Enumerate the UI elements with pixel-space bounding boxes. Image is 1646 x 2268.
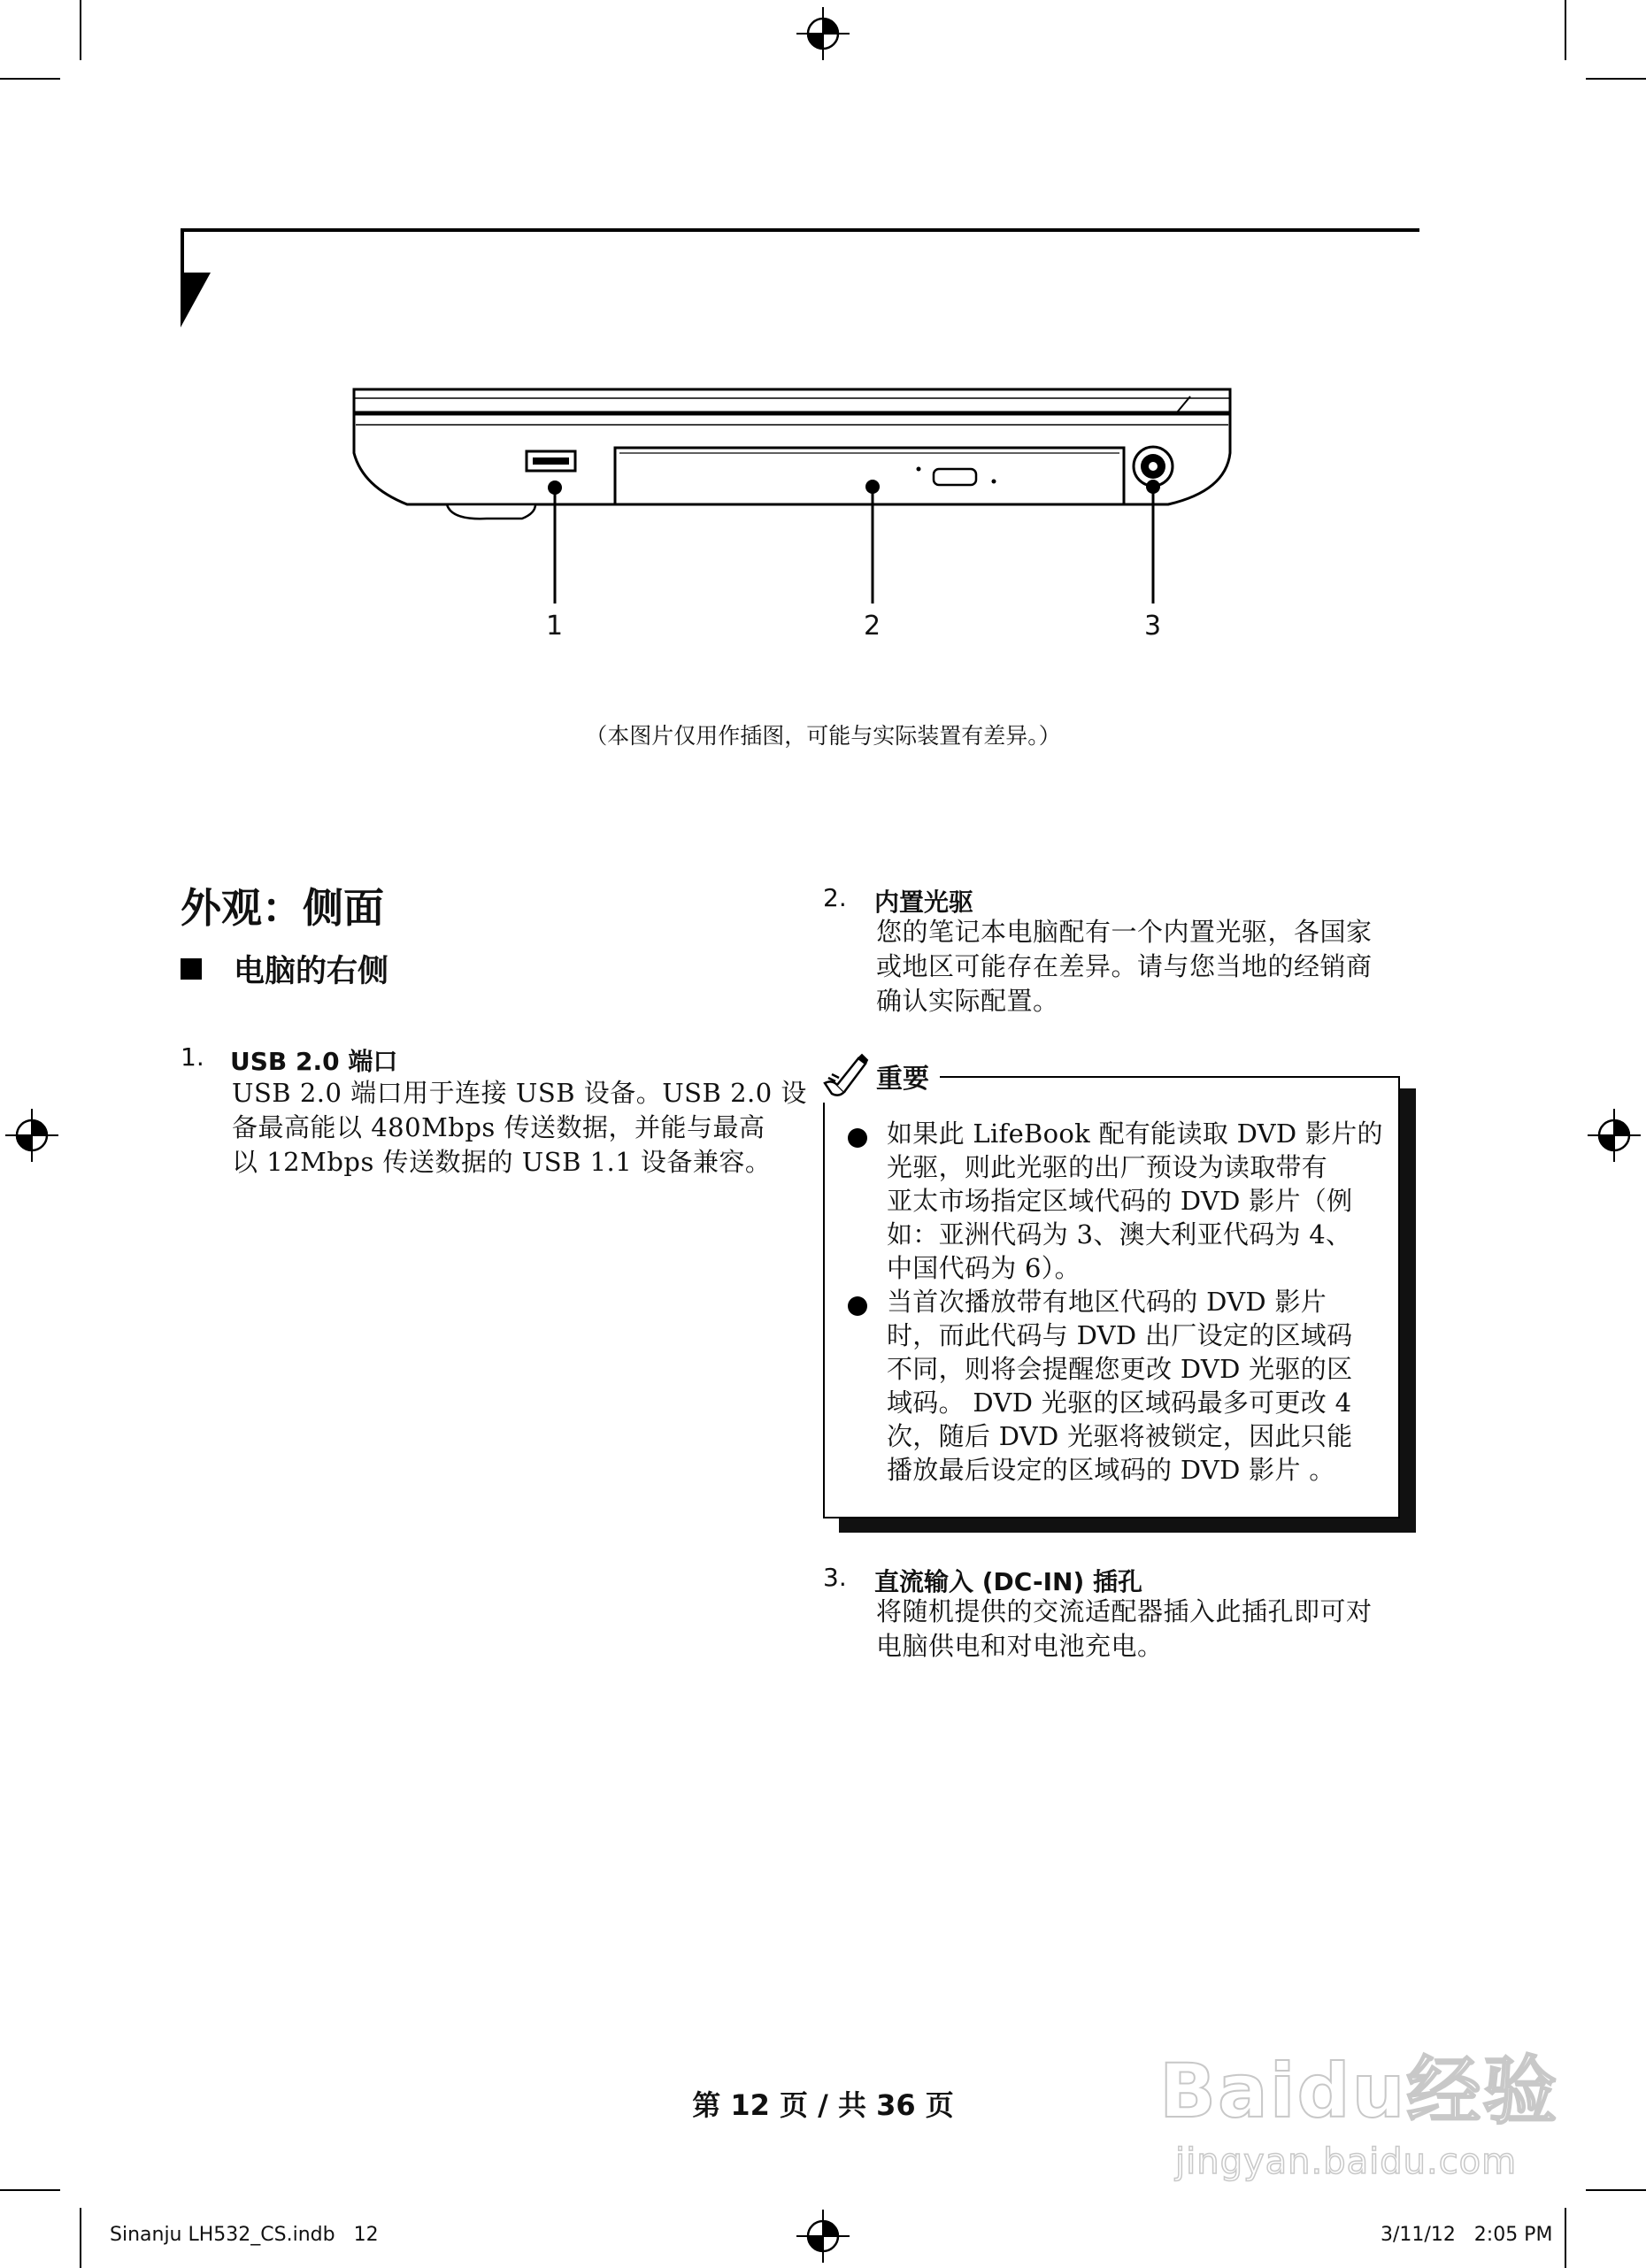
item-1-line: 以 12Mbps 传送数据的 USB 1.1 设备兼容。 xyxy=(232,1147,772,1177)
item-1-number: 1. xyxy=(181,1042,204,1072)
item-1-body xyxy=(232,1076,807,1180)
crop-mark xyxy=(1565,2208,1566,2268)
crop-mark xyxy=(1586,2189,1646,2191)
registration-mark-bottom xyxy=(796,2210,850,2263)
subsection-title: 电脑的右侧 xyxy=(234,954,389,989)
callout-3: 3 xyxy=(1144,611,1162,642)
registration-mark-right xyxy=(1588,1109,1641,1162)
square-bullet-icon xyxy=(181,958,202,980)
slug-left: Sinanju LH532_CS.indb 12 xyxy=(110,2224,379,2246)
item-1-title: USB 2.0 端口 xyxy=(230,1047,398,1076)
registration-mark-left xyxy=(5,1109,58,1162)
item-2-title: 内置光驱 xyxy=(874,888,974,917)
important-line: 不同，则将会提醒您更改 DVD 光驱的区 xyxy=(887,1354,1353,1384)
figure-caption: （本图片仅用作插图，可能与实际装置有差异。） xyxy=(585,723,1061,749)
crop-mark xyxy=(1565,0,1566,60)
item-3-title: 直流输入 (DC-IN) 插孔 xyxy=(874,1567,1142,1596)
item-2-line: 或地区可能存在差异。请与您当地的经销商 xyxy=(876,951,1373,981)
important-line: 如：亚洲代码为 3、澳大利亚代码为 4、 xyxy=(887,1219,1352,1249)
crop-mark xyxy=(0,2189,60,2191)
important-bullet-1 xyxy=(887,1117,1383,1285)
slug-right: 3/11/12 2:05 PM xyxy=(1381,2224,1553,2246)
item-3-line: 电脑供电和对电池充电。 xyxy=(876,1631,1164,1661)
item-3-line: 将随机提供的交流适配器插入此插孔即可对 xyxy=(876,1596,1373,1626)
registration-mark-top xyxy=(796,7,850,60)
watermark-logo: Baidu经验 xyxy=(1159,2048,1559,2134)
item-1-line: 备最高能以 480Mbps 传送数据，并能与最高 xyxy=(232,1112,765,1142)
important-line: 亚太市场指定区域代码的 DVD 影片（例 xyxy=(887,1186,1353,1216)
item-2-line: 您的笔记本电脑配有一个内置光驱，各国家 xyxy=(876,917,1373,947)
header-rule xyxy=(181,228,1419,232)
crop-mark xyxy=(0,78,60,80)
item-1-line: USB 2.0 端口用于连接 USB 设备。USB 2.0 设 xyxy=(232,1078,807,1108)
callout-2: 2 xyxy=(864,611,881,642)
important-line: 播放最后设定的区域码的 DVD 影片 。 xyxy=(887,1455,1335,1485)
callout-1: 1 xyxy=(546,611,564,642)
important-line: 次，随后 DVD 光驱将被锁定，因此只能 xyxy=(887,1421,1353,1451)
important-line: 当首次播放带有地区代码的 DVD 影片 xyxy=(887,1287,1327,1317)
important-label-text: 重要 xyxy=(876,1064,929,1095)
item-2-line: 确认实际配置。 xyxy=(876,986,1059,1016)
item-2-body xyxy=(876,915,1373,1019)
item-3-body xyxy=(876,1595,1373,1664)
header-corner-tab xyxy=(181,228,216,327)
page-number: 第 12 页 / 共 36 页 xyxy=(692,2088,954,2122)
important-label xyxy=(819,1049,940,1103)
important-line: 如果此 LifeBook 配有能读取 DVD 影片的 xyxy=(887,1119,1383,1149)
important-box xyxy=(823,1076,1400,1518)
section-title: 外观：侧面 xyxy=(181,884,384,932)
important-bullet-2 xyxy=(887,1285,1352,1487)
laptop-right-side-figure xyxy=(345,372,1248,655)
pencil-hand-icon xyxy=(819,1053,869,1099)
important-line: 时，而此代码与 DVD 出厂设定的区域码 xyxy=(887,1320,1353,1350)
bullet-dot-icon xyxy=(848,1296,867,1316)
crop-mark xyxy=(80,2208,81,2268)
important-line: 域码。 DVD 光驱的区域码最多可更改 4 xyxy=(887,1388,1352,1418)
watermark-url: jingyan.baidu.com xyxy=(1175,2141,1518,2182)
important-line: 光驱，则此光驱的出厂预设为读取带有 xyxy=(887,1152,1328,1182)
bullet-dot-icon xyxy=(848,1128,867,1148)
item-2-number: 2. xyxy=(823,883,847,912)
subsection-heading xyxy=(181,947,388,991)
important-line: 中国代码为 6）。 xyxy=(887,1253,1081,1283)
crop-mark xyxy=(1586,78,1646,80)
crop-mark xyxy=(80,0,81,60)
item-3-number: 3. xyxy=(823,1563,847,1592)
